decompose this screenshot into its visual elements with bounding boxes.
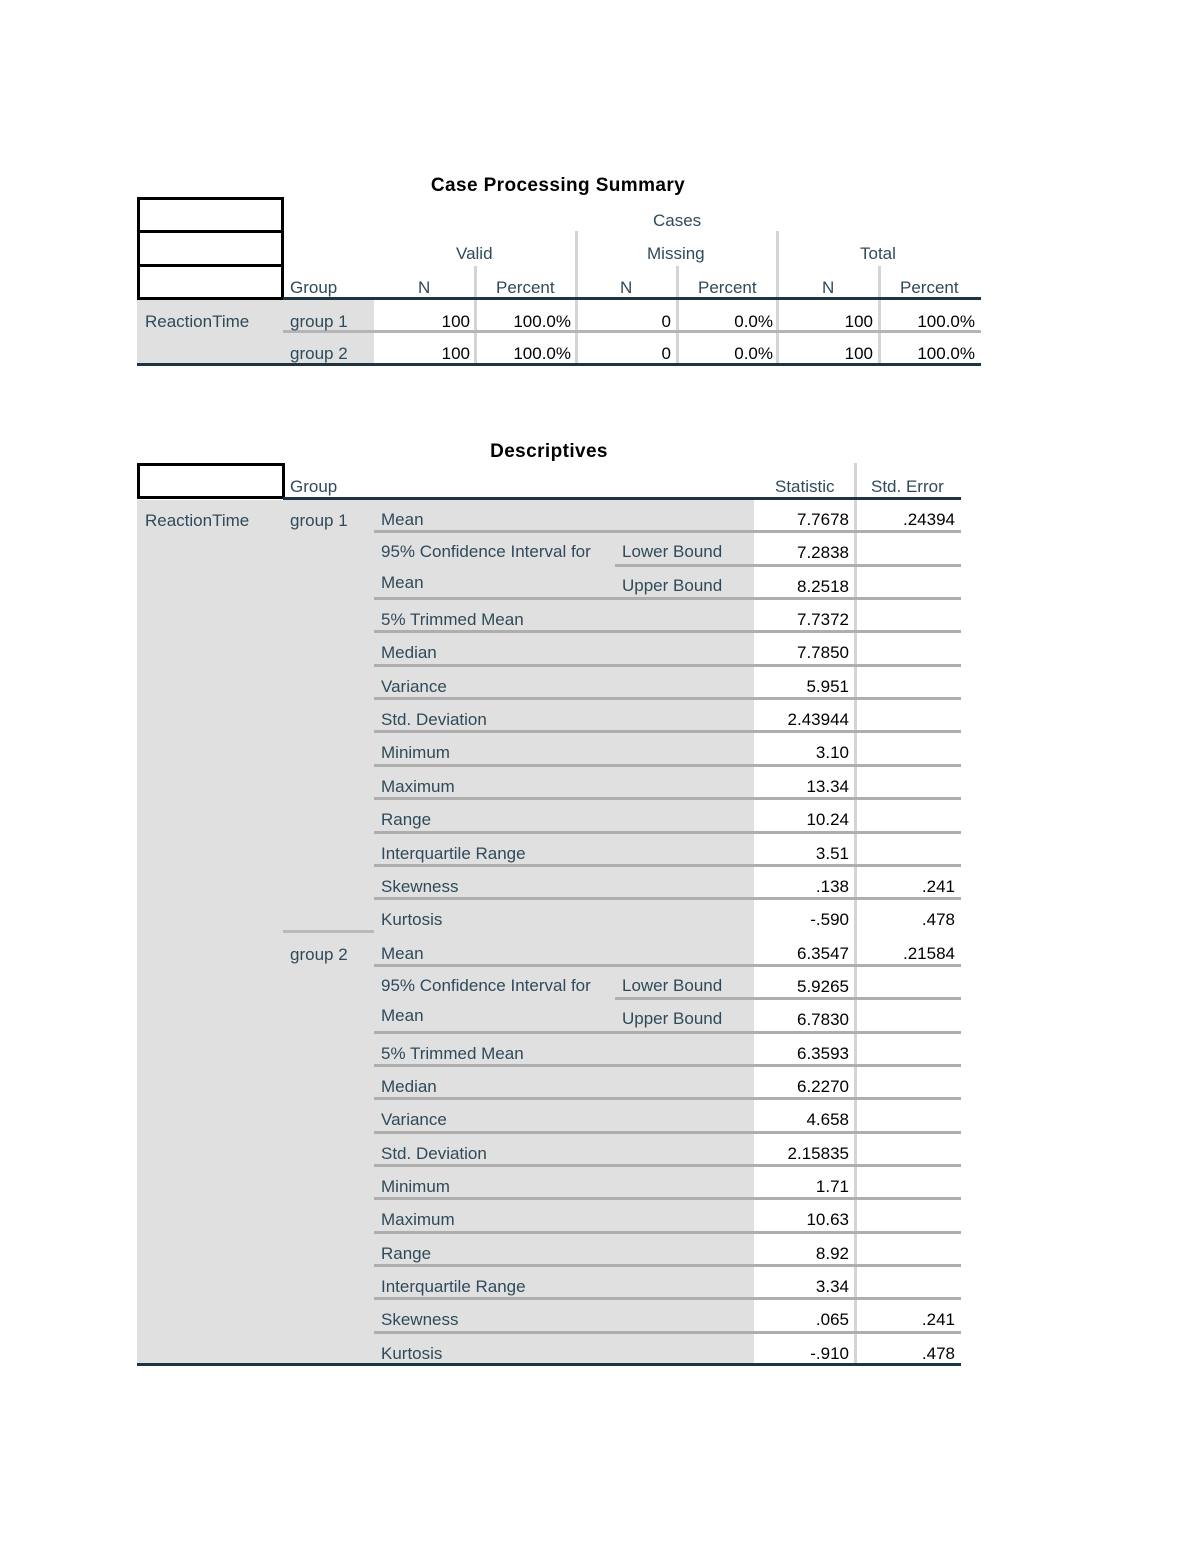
statistic-value: 5.951 xyxy=(806,677,849,696)
statistic-label: Kurtosis xyxy=(381,910,443,929)
statistic-label: Median xyxy=(381,643,437,662)
std-error-value: .24394 xyxy=(903,510,955,529)
statistic-label: Mean xyxy=(381,944,424,963)
total-n-value: 100 xyxy=(844,344,873,363)
std-error-value: .241 xyxy=(921,877,955,896)
row-rule xyxy=(374,630,961,633)
statistic-value: -.910 xyxy=(810,1344,849,1363)
header-missing: Missing xyxy=(647,244,705,263)
statistic-label: Variance xyxy=(381,677,447,696)
header-missing-n: N xyxy=(620,278,633,297)
header-rule xyxy=(283,297,981,300)
statistic-label: Interquartile Range xyxy=(381,1277,526,1296)
statistic-label: Variance xyxy=(381,1110,447,1129)
statistic-value: 2.43944 xyxy=(787,710,849,729)
statistic-value: 10.24 xyxy=(806,810,849,829)
row-rule xyxy=(374,897,961,900)
statistic-value: 7.7850 xyxy=(797,643,849,662)
std-error-value: .21584 xyxy=(903,944,955,963)
valid-percent-value: 100.0% xyxy=(513,344,571,363)
corner-cell xyxy=(137,230,284,267)
statistic-label: Std. Deviation xyxy=(381,710,487,729)
statistic-label: Mean xyxy=(381,510,424,529)
missing-percent-value: 0.0% xyxy=(734,344,773,363)
std-error-value: .241 xyxy=(921,1310,955,1329)
header-cases: Cases xyxy=(653,211,702,230)
statistic-value: 10.63 xyxy=(806,1210,849,1229)
statistic-value: 13.34 xyxy=(806,777,849,796)
corner-cell xyxy=(137,264,284,300)
statistic-value: 8.2518 xyxy=(797,577,849,596)
group-label: group 2 xyxy=(290,344,348,363)
row-rule xyxy=(374,1164,961,1167)
row-rule xyxy=(374,730,961,733)
missing-n-value: 0 xyxy=(661,344,671,363)
row-rule xyxy=(615,564,961,567)
variable-label: ReactionTime xyxy=(145,511,250,530)
valid-n-value: 100 xyxy=(441,344,470,363)
total-percent-value: 100.0% xyxy=(917,312,975,331)
row-rule xyxy=(374,1297,961,1300)
statistic-label: Skewness xyxy=(381,1310,459,1329)
row-rule xyxy=(374,831,961,834)
statistic-label: Kurtosis xyxy=(381,1344,443,1363)
lower-bound-label: Lower Bound xyxy=(622,542,723,561)
std-error-value: .478 xyxy=(921,1344,955,1363)
valid-n-value: 100 xyxy=(441,312,470,331)
header-group: Group xyxy=(290,477,338,496)
statistic-label: Skewness xyxy=(381,877,459,896)
header-group: Group xyxy=(290,278,338,297)
statistic-value: 6.3593 xyxy=(797,1044,849,1063)
ci-label-line1: 95% Confidence Interval for xyxy=(381,542,591,561)
row-rule xyxy=(374,697,961,700)
statistic-label: Minimum xyxy=(381,743,450,762)
group-label: group 1 xyxy=(290,312,348,331)
lower-bound-label: Lower Bound xyxy=(622,976,723,995)
row-rule xyxy=(374,1231,961,1234)
ci-label-line2: Mean xyxy=(381,573,424,592)
statistic-value: .138 xyxy=(815,877,849,896)
statistic-label: Range xyxy=(381,810,432,829)
statistic-value: .065 xyxy=(815,1310,849,1329)
statistic-value: 2.15835 xyxy=(787,1144,849,1163)
row-rule xyxy=(374,864,961,867)
group-label: group 2 xyxy=(290,944,348,964)
row-rule xyxy=(374,1197,961,1200)
missing-n-value: 0 xyxy=(661,312,671,331)
total-n-value: 100 xyxy=(844,312,873,331)
header-total-percent: Percent xyxy=(900,278,959,297)
case-processing-title: Case Processing Summary xyxy=(430,175,686,196)
std-error-value: .478 xyxy=(921,910,955,929)
group-label: group 1 xyxy=(290,511,348,530)
header-std-error: Std. Error xyxy=(871,477,944,496)
column-divider xyxy=(676,266,679,365)
statistic-value: 7.7372 xyxy=(797,610,849,629)
header-statistic: Statistic xyxy=(775,477,835,496)
row-rule xyxy=(374,597,961,600)
statistic-value: 6.7830 xyxy=(797,1010,849,1029)
row-rule xyxy=(374,1064,961,1067)
statistic-label: Range xyxy=(381,1244,432,1263)
header-total: Total xyxy=(860,244,896,263)
statistic-label: Median xyxy=(381,1077,437,1096)
row-rule xyxy=(374,964,961,967)
statistic-value: 8.92 xyxy=(815,1244,849,1263)
statistic-value: 7.2838 xyxy=(797,543,849,562)
statistic-value: 5.9265 xyxy=(797,977,849,996)
statistic-value: 6.3547 xyxy=(797,944,849,963)
header-valid-n: N xyxy=(418,278,431,297)
statistic-label: Std. Deviation xyxy=(381,1144,487,1163)
header-valid-percent: Percent xyxy=(496,278,555,297)
ci-label-line1: 95% Confidence Interval for xyxy=(381,976,591,995)
header-total-n: N xyxy=(822,278,835,297)
valid-percent-value: 100.0% xyxy=(513,312,571,331)
statistic-label: Maximum xyxy=(381,1210,455,1229)
column-divider xyxy=(878,266,881,365)
header-valid: Valid xyxy=(456,244,493,263)
row-rule xyxy=(374,530,961,533)
statistic-value: -.590 xyxy=(810,910,849,929)
upper-bound-label: Upper Bound xyxy=(622,1009,723,1028)
statistic-value: 6.2270 xyxy=(797,1077,849,1096)
row-rule xyxy=(374,664,961,667)
variable-label: ReactionTime xyxy=(145,312,250,331)
row-rule xyxy=(374,1031,961,1034)
row-rule xyxy=(374,797,961,800)
row-rule xyxy=(615,997,961,1000)
header-rule xyxy=(283,497,961,500)
statistic-label: 5% Trimmed Mean xyxy=(381,610,524,629)
statistic-value: 4.658 xyxy=(806,1110,849,1129)
column-divider xyxy=(474,266,477,365)
statistic-value: 3.34 xyxy=(815,1277,849,1296)
descriptives-title: Descriptives xyxy=(490,441,608,462)
statistic-value: 1.71 xyxy=(815,1177,849,1196)
total-percent-value: 100.0% xyxy=(917,344,975,363)
corner-cell xyxy=(137,197,284,233)
statistic-label: Maximum xyxy=(381,777,455,796)
row-rule xyxy=(374,1331,961,1334)
row-rule xyxy=(374,1131,961,1134)
statistic-value: 3.10 xyxy=(815,743,849,762)
header-missing-percent: Percent xyxy=(698,278,757,297)
row-rule xyxy=(374,1264,961,1267)
row-rule xyxy=(374,764,961,767)
row-rule xyxy=(374,1097,961,1100)
statistic-label: 5% Trimmed Mean xyxy=(381,1044,524,1063)
statistic-label: Minimum xyxy=(381,1177,450,1196)
group-divider xyxy=(283,930,374,933)
statistic-value: 3.51 xyxy=(815,844,849,863)
statistic-label: Interquartile Range xyxy=(381,844,526,863)
corner-cell xyxy=(137,463,285,499)
upper-bound-label: Upper Bound xyxy=(622,576,723,595)
statistic-value: 7.7678 xyxy=(797,510,849,529)
missing-percent-value: 0.0% xyxy=(734,312,773,331)
ci-label-line2: Mean xyxy=(381,1006,424,1025)
